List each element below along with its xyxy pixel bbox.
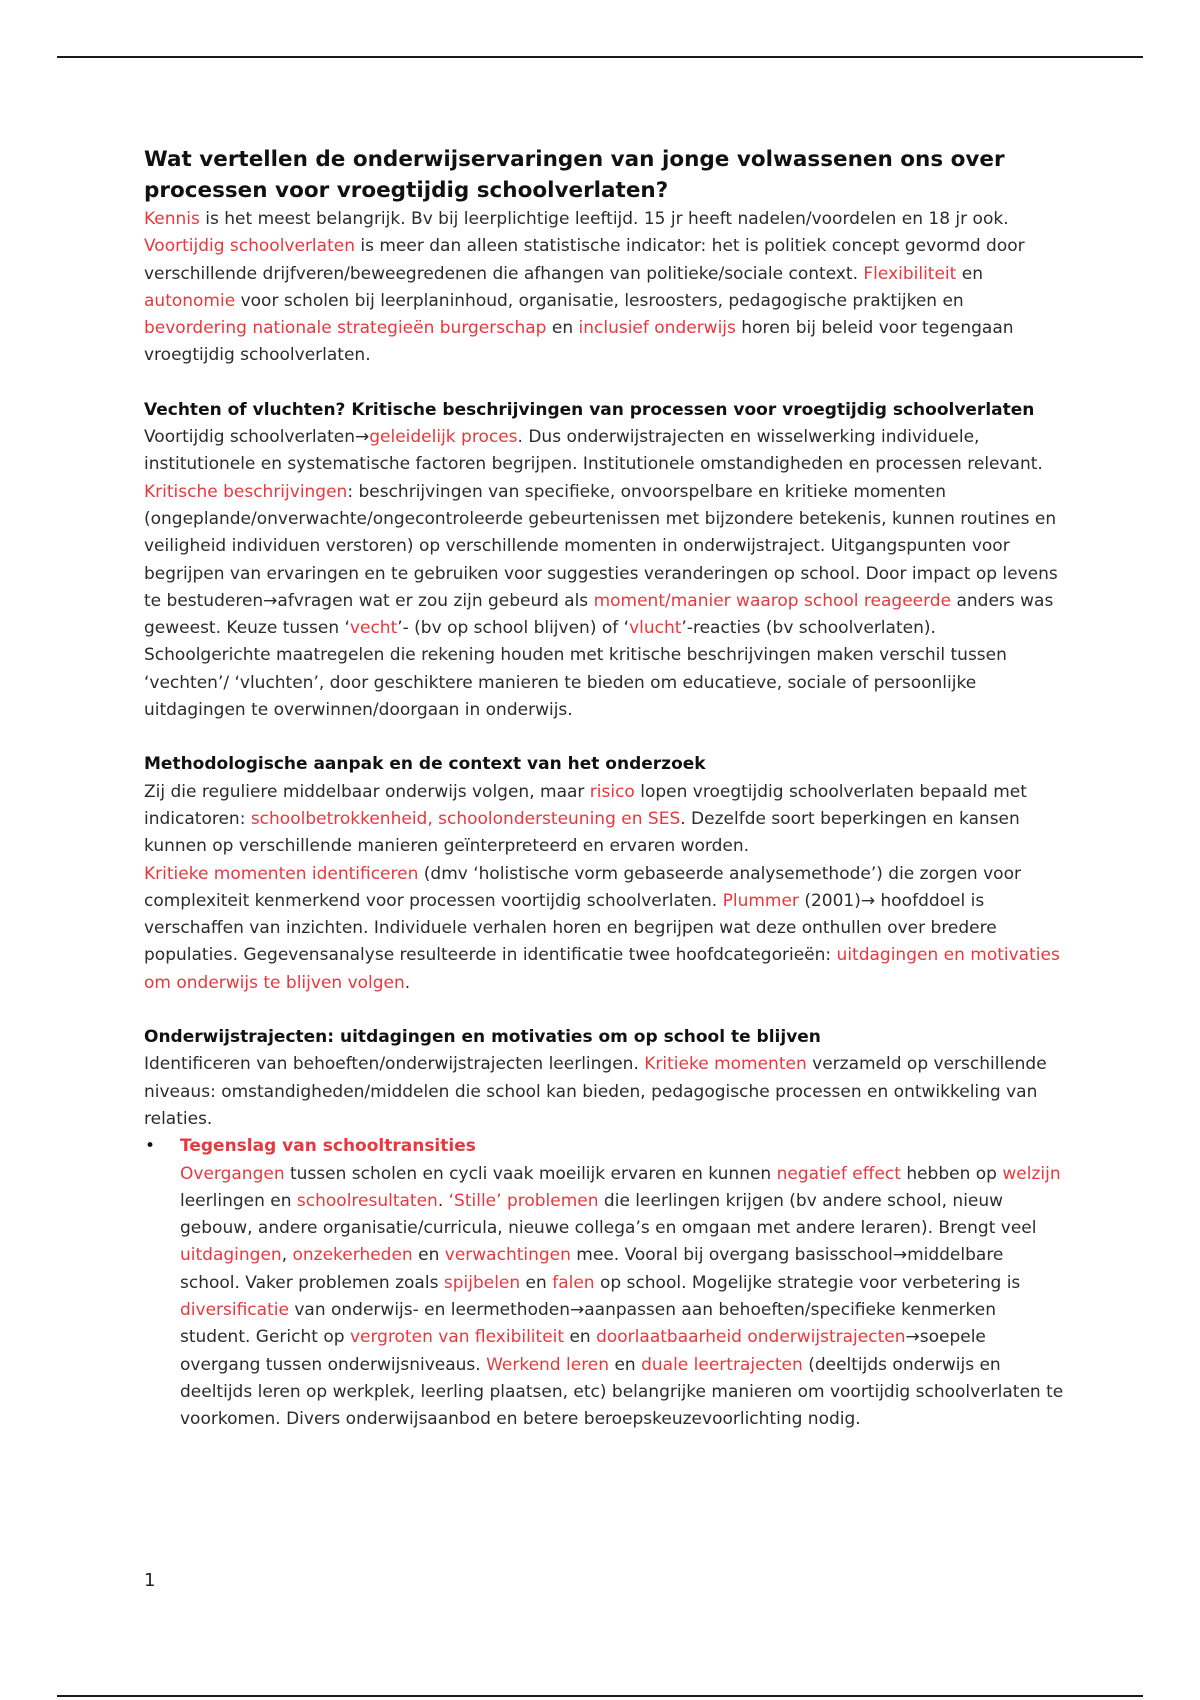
section1-paragraph-1: Voortijdig schoolverlaten→geleidelijk proces. Dus onderwijstrajecten en wisselwerking individuele, institutionele en systematische factoren begrijpen. Institutionele omstandigheden en processen relevant.	[144, 427, 1043, 475]
highlighted-term: Kritieke momenten identificeren	[144, 863, 419, 884]
bullet-body: Overgangen tussen scholen en cycli vaak moeilijk ervaren en kunnen negatief effect hebben op welzijn leerlingen en schoolresultaten. ‘Stille’ problemen die leerlingen krijgen (bv andere school, nieuw gebouw, andere organisatie/curricula, nieuwe collega’s en omgaan met andere leraren). Brengt veel uitdagingen, onzekerheden en verwachtingen mee. Vooral bij overgang basisschool→middelbare school. Vaker problemen zoals spijbelen en falen op school. Mogelijke strategie voor verbetering is diversificatie van onderwijs- en leermethoden→aanpassen aan behoeften/specifieke kenmerken student. Gericht op vergroten van flexibiliteit en doorlaatbaarheid onderwijstrajecten→soepele overgang tussen onderwijsniveaus. Werkend leren en duale leertrajecten (deeltijds onderwijs en deeltijds leren op werkplek, leerling plaatsen, etc) belangrijke manieren om voortijdig schoolverlaten te voorkomen. Divers onderwijsaanbod en betere beroepskeuzevoorlichting nodig.	[180, 1163, 1064, 1430]
bullet-list	[144, 1133, 1064, 1433]
highlighted-term: duale leertrajecten	[641, 1354, 803, 1375]
highlighted-term: doorlaatbaarheid onderwijstrajecten	[596, 1327, 906, 1348]
highlighted-term: Kennis	[144, 209, 200, 229]
highlighted-term: vergroten van flexibiliteit	[349, 1327, 565, 1348]
highlighted-term: vlucht	[629, 618, 682, 639]
highlighted-term: schoolbetrokkenheid, schoolondersteuning en SES	[250, 808, 681, 829]
document-title: Wat vertellen de onderwijservaringen van jonge volwassenen ons over processen voor vroegtijdig schoolverlaten?	[144, 147, 1005, 203]
highlighted-term: Werkend leren	[486, 1354, 610, 1375]
highlighted-term: bevordering nationale strategieën burgerschap	[144, 318, 547, 339]
highlighted-term: verwachtingen	[444, 1245, 571, 1266]
section1-paragraph-2: Kritische beschrijvingen: beschrijvingen van specifieke, onvoorspelbare en kritieke momenten (ongeplande/onverwachte/ongecontroleerde gebeurtenissen met bijzondere betekenis, kunnen routines en veiligheid individuen verstoren) op verschillende momenten in onderwijstraject. Uitgangspunten voor begrijpen van ervaringen en te gebruiken voor suggesties veranderingen op school. Door impact op levens te bestuderen→afvragen wat er zou zijn gebeurd als moment/manier waarop school reageerde anders was geweest. Keuze tussen ‘vecht’- (bv op school blijven) of ‘vlucht’-reacties (bv schoolverlaten). Schoolgerichte maatregelen die rekening houden met kritische beschrijvingen maken verschil tussen ‘vechten’/ ‘vluchten’, door geschiktere manieren te bieden om educatieve, sociale of persoonlijke uitdagingen te overwinnen/doorgaan in onderwijs.	[144, 481, 1058, 721]
highlighted-term: welzijn	[1002, 1163, 1061, 1184]
section2-paragraph-2: Kritieke momenten identificeren (dmv ‘holistische vorm gebaseerde analysemethode’) die zorgen voor complexiteit kenmerkend voor processen voortijdig schoolverlaten. Plummer (2001)→ hoofddoel is verschaffen van inzichten. Individuele verhalen horen en begrijpen wat deze onthullen over bredere populaties. Gegevensanalyse resulteerde in identificatie twee hoofdcategorieën: uitdagingen en motivaties om onderwijs te blijven volgen.	[144, 863, 1060, 993]
page-number: 1	[144, 1570, 156, 1591]
bullet-marker: •	[145, 1136, 156, 1157]
section-heading-methodologie: Methodologische aanpak en de context van het onderzoek	[144, 754, 706, 775]
section2-paragraph-1: Zij die reguliere middelbaar onderwijs volgen, maar risico lopen vroegtijdig schoolverlaten bepaald met indicatoren: schoolbetrokkenheid, schoolondersteuning en SES. Dezelfde soort beperkingen en kansen kunnen op verschillende manieren geïnterpreteerd en ervaren worden.	[144, 781, 1027, 857]
list-item	[145, 1133, 1064, 1433]
highlighted-term: negatief effect	[776, 1163, 901, 1184]
highlighted-term: inclusief onderwijs	[578, 318, 736, 339]
bullet-title: Tegenslag van schooltransities	[180, 1136, 476, 1157]
section-heading-vechten-vluchten: Vechten of vluchten? Kritische beschrijvingen van processen voor vroegtijdig schoolverlaten	[144, 399, 1035, 420]
highlighted-term: falen	[552, 1272, 595, 1293]
highlighted-term: risico	[589, 781, 635, 802]
highlighted-term: uitdagingen en motivaties om onderwijs te blijven volgen	[144, 945, 1060, 993]
highlighted-term: Kritieke momenten	[644, 1054, 807, 1075]
highlighted-term: vecht	[349, 618, 398, 639]
highlighted-term: moment/manier waarop school reageerde	[593, 590, 952, 611]
highlighted-term: onzekerheden	[292, 1245, 413, 1266]
footer-rule	[57, 1695, 1143, 1697]
section3-paragraph-1: Identificeren van behoeften/onderwijstrajecten leerlingen. Kritieke momenten verzameld op verschillende niveaus: omstandigheden/middelen die school kan bieden, pedagogische processen en ontwikkeling van relaties.	[144, 1054, 1047, 1129]
page-content	[144, 144, 1064, 1433]
highlighted-term: schoolresultaten	[296, 1190, 438, 1211]
highlighted-term: autonomie	[144, 290, 236, 311]
highlighted-term: Kritische beschrijvingen	[144, 481, 348, 502]
highlighted-term: Overgangen	[180, 1163, 285, 1184]
highlighted-term: spijbelen	[443, 1272, 521, 1293]
highlighted-term: uitdagingen	[180, 1245, 282, 1266]
highlighted-term: geleidelijk proces	[369, 427, 518, 448]
header-rule	[57, 56, 1143, 58]
highlighted-term: Flexibiliteit	[863, 263, 957, 284]
section-heading-onderwijstrajecten: Onderwijstrajecten: uitdagingen en motivaties om op school te blijven	[144, 1027, 821, 1048]
highlighted-term: diversificatie	[180, 1299, 289, 1320]
highlighted-term: Voortijdig schoolverlaten	[144, 236, 355, 257]
highlighted-term: Plummer	[722, 890, 799, 911]
intro-paragraph: Kennis is het meest belangrijk. Bv bij leerplichtige leeftijd. 15 jr heeft nadelen/voordelen en 18 jr ook. Voortijdig schoolverlaten is meer dan alleen statistische indicator: het is politiek concept gevormd door verschillende drijfveren/beweegredenen die afhangen van politieke/sociale context. Flexibiliteit en autonomie voor scholen bij leerplaninhoud, organisatie, lesroosters, pedagogische praktijken en bevordering nationale strategieën burgerschap en inclusief onderwijs horen bij beleid voor tegengaan vroegtijdig schoolverlaten.	[144, 209, 1025, 366]
highlighted-term: ‘Stille’ problemen	[448, 1190, 599, 1211]
